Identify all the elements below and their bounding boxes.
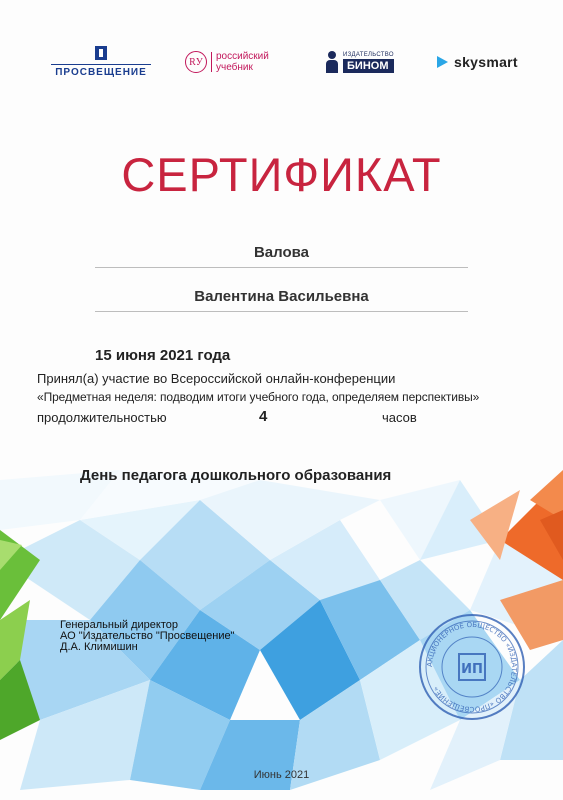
participation-text: Принял(а) участие во Всероссийской онлайн-конференции <box>37 371 396 386</box>
director-signature-block <box>60 620 235 653</box>
conference-title: «Предметная неделя: подводим итоги учебного года, определяем перспективы» <box>37 390 480 404</box>
ru-circle-icon: RУ <box>185 51 207 73</box>
binom-text: БИНОМ <box>343 59 394 73</box>
director-organization: АО "Издательство "Просвещение" <box>60 630 235 642</box>
recipient-name: Валентина Васильевна <box>95 288 468 312</box>
duration-value: 4 <box>259 408 268 425</box>
certificate-title: СЕРТИФИКАТ <box>121 148 442 201</box>
partner-logos <box>0 42 563 82</box>
uchebnik-text: учебник <box>216 62 253 73</box>
stamp-center-mark: ИП <box>461 662 483 677</box>
director-name: Д.А. Климишин <box>60 641 138 653</box>
skysmart-text: skysmart <box>454 54 518 70</box>
reader-figure-icon <box>325 51 339 73</box>
prosveshchenie-text: ПРОСВЕЩЕНИЕ <box>55 67 147 78</box>
event-date: 15 июня 2021 года <box>95 347 231 364</box>
stamp-ring-text: АКЦИОНЕРНОЕ ОБЩЕСТВО «ИЗДАТЕЛЬСТВО «ПРОСВЕЩЕНИЕ» <box>425 620 519 714</box>
binom-small-text: ИЗДАТЕЛЬСТВО <box>343 51 394 58</box>
director-position: Генеральный директор <box>60 619 178 631</box>
event-name: День педагога дошкольного образования <box>80 467 392 484</box>
prosveshchenie-icon <box>95 46 107 60</box>
recipient-surname: Валова <box>95 244 468 268</box>
rossiyskiy-text: российский <box>216 51 269 62</box>
prosveshchenie-logo <box>50 42 152 82</box>
hours-label: часов <box>382 410 417 425</box>
rossiyskiy-uchebnik-logo <box>185 42 295 82</box>
play-icon <box>437 56 448 68</box>
company-stamp <box>417 612 527 722</box>
footer-date: Июнь 2021 <box>253 769 310 781</box>
binom-logo <box>325 42 403 82</box>
skysmart-logo <box>437 42 543 82</box>
duration-label: продолжительностью <box>37 410 167 425</box>
